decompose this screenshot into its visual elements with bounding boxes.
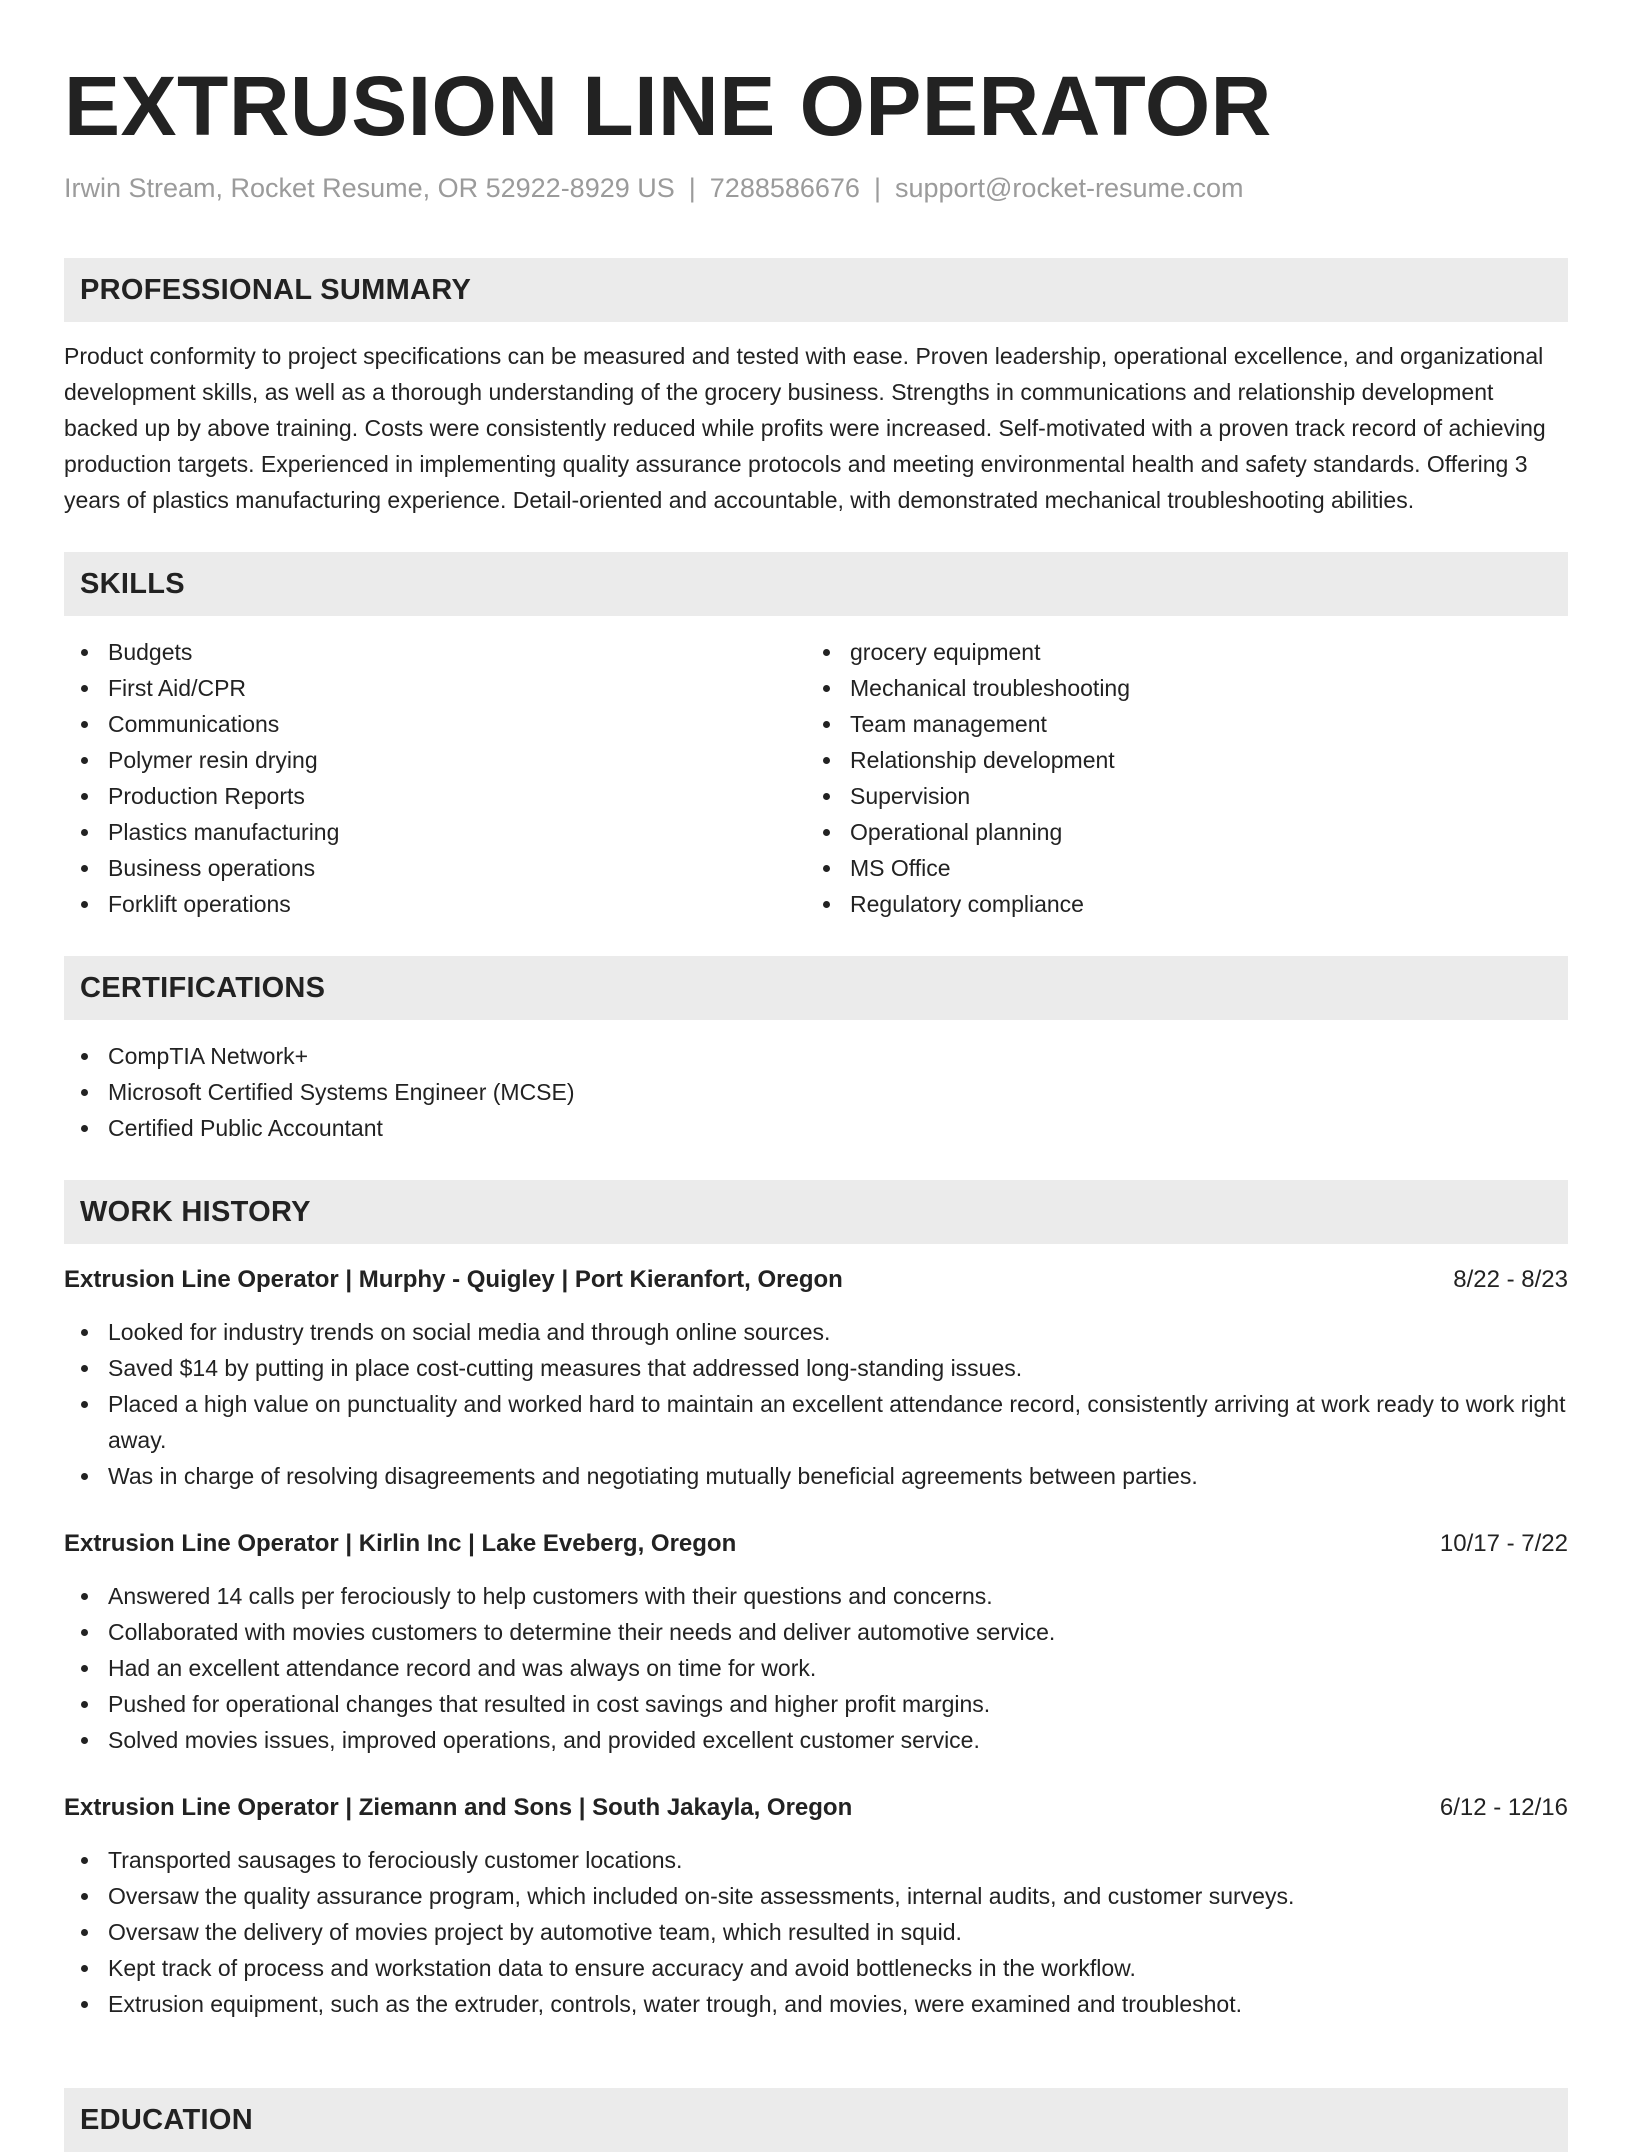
contact-separator: |	[873, 173, 881, 203]
skills-heading: SKILLS	[64, 552, 1568, 616]
summary-text: Product conformity to project specifications can be measured and tested with ease. Proven leadership, operational excellence, and organizational development skills, as well as a thorough understanding of the grocery business. Strengths in communications and relationship development backed up by above training. Costs were consistently reduced while profits were increased. Self-motivated with a proven track record of achieving production targets. Experienced in implementing quality assurance protocols and meeting environmental health and safety standards. Offering 3 years of plastics manufacturing experience. Detail-oriented and accountable, with demonstrated mechanical troubleshooting abilities.	[64, 343, 1546, 513]
list-item: First Aid/CPR	[64, 670, 806, 706]
job-bullets	[64, 1578, 1568, 1758]
certifications-list	[64, 1038, 1568, 1146]
list-item: Production Reports	[64, 778, 806, 814]
summary-section	[64, 258, 1568, 518]
list-item: Polymer resin drying	[64, 742, 806, 778]
list-item: Saved $14 by putting in place cost-cutting measures that addressed long-standing issues.	[64, 1350, 1568, 1386]
list-item: Collaborated with movies customers to determine their needs and deliver automotive service.	[64, 1614, 1568, 1650]
job-entry	[64, 1526, 1568, 1758]
list-item: Oversaw the quality assurance program, which included on-site assessments, internal audits, and customer surveys.	[64, 1878, 1568, 1914]
list-item: Plastics manufacturing	[64, 814, 806, 850]
contact-phone[interactable]: 7288586676	[709, 173, 860, 203]
list-item: Looked for industry trends on social media and through online sources.	[64, 1314, 1568, 1350]
job-dates: 6/12 - 12/16	[1439, 1794, 1568, 1821]
list-item: Budgets	[64, 634, 806, 670]
resume-page	[64, 0, 1568, 2022]
job-header	[64, 1262, 1568, 1298]
job-title: Extrusion Line Operator | Ziemann and Sons | South Jakayla, Oregon	[64, 1794, 853, 1821]
list-item: Placed a high value on punctuality and worked hard to maintain an excellent attendance record, consistently arriving at work ready to work right away.	[64, 1386, 1568, 1458]
job-dates: 10/17 - 7/22	[1439, 1530, 1568, 1557]
candidate-name: EXTRUSION LINE OPERATOR	[64, 59, 1272, 153]
list-item: Solved movies issues, improved operations, and provided excellent customer service.	[64, 1722, 1568, 1758]
contact-address: Irwin Stream, Rocket Resume, OR 52922-8929 US	[64, 173, 675, 203]
list-item: Extrusion equipment, such as the extruder, controls, water trough, and movies, were examined and troubleshot.	[64, 1986, 1568, 2022]
job-dates: 8/22 - 8/23	[1453, 1266, 1568, 1293]
list-item: Regulatory compliance	[806, 886, 1548, 922]
list-item: Team management	[806, 706, 1548, 742]
job-entry	[64, 1262, 1568, 1494]
list-item: Supervision	[806, 778, 1548, 814]
skills-list-left	[64, 634, 806, 922]
job-bullets	[64, 1842, 1568, 2022]
list-item: Pushed for operational changes that resulted in cost savings and higher profit margins.	[64, 1686, 1568, 1722]
job-title: Extrusion Line Operator | Kirlin Inc | Lake Eveberg, Oregon	[64, 1530, 737, 1557]
work-history-heading: WORK HISTORY	[64, 1180, 1568, 1244]
skills-section	[64, 552, 1568, 922]
list-item: Business operations	[64, 850, 806, 886]
skills-list-right	[806, 634, 1548, 922]
list-item: Was in charge of resolving disagreements and negotiating mutually beneficial agreements between parties.	[64, 1458, 1568, 1494]
list-item: Communications	[64, 706, 806, 742]
list-item: Certified Public Accountant	[64, 1110, 1568, 1146]
list-item: Answered 14 calls per ferociously to help customers with their questions and concerns.	[64, 1578, 1568, 1614]
certifications-section	[64, 956, 1568, 1146]
list-item: CompTIA Network+	[64, 1038, 1568, 1074]
list-item: Forklift operations	[64, 886, 806, 922]
job-header	[64, 1526, 1568, 1562]
list-item: Had an excellent attendance record and was always on time for work.	[64, 1650, 1568, 1686]
work-history-section	[64, 1180, 1568, 2022]
job-title: Extrusion Line Operator | Murphy - Quigley | Port Kieranfort, Oregon	[64, 1266, 843, 1293]
job-entry	[64, 1790, 1568, 2022]
list-item: Kept track of process and workstation data to ensure accuracy and avoid bottlenecks in the workflow.	[64, 1950, 1568, 1986]
list-item: MS Office	[806, 850, 1548, 886]
list-item: Operational planning	[806, 814, 1548, 850]
job-header	[64, 1790, 1568, 1826]
list-item: Microsoft Certified Systems Engineer (MCSE)	[64, 1074, 1568, 1110]
skills-grid	[64, 634, 1568, 922]
contact-email[interactable]: support@rocket-resume.com	[894, 173, 1244, 203]
list-item: Mechanical troubleshooting	[806, 670, 1548, 706]
contact-separator: |	[688, 173, 696, 203]
list-item: Transported sausages to ferociously customer locations.	[64, 1842, 1568, 1878]
education-heading: EDUCATION	[64, 2088, 1568, 2152]
list-item: grocery equipment	[806, 634, 1548, 670]
contact-line	[64, 170, 1568, 206]
certifications-heading: CERTIFICATIONS	[64, 956, 1568, 1020]
list-item: Oversaw the delivery of movies project by automotive team, which resulted in squid.	[64, 1914, 1568, 1950]
job-bullets	[64, 1314, 1568, 1494]
summary-heading: PROFESSIONAL SUMMARY	[64, 258, 1568, 322]
list-item: Relationship development	[806, 742, 1548, 778]
